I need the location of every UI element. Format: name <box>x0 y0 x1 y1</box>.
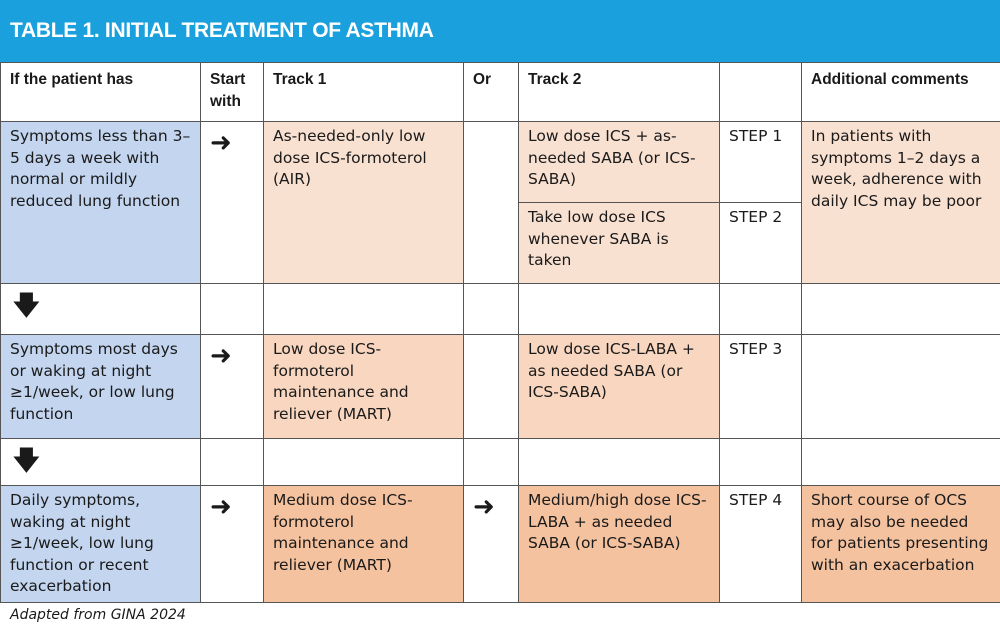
empty-cell <box>720 439 802 486</box>
divider-row-1 <box>1 284 1000 335</box>
header-start-with: Start with <box>201 63 264 122</box>
header-track-2: Track 2 <box>519 63 720 122</box>
step-cell-step2: STEP 2 <box>720 203 802 284</box>
down-arrow-icon: 🡇 <box>13 291 40 321</box>
comments-cell-moderate <box>802 335 1000 439</box>
empty-cell <box>802 284 1000 335</box>
patient-cell-severe: Daily symptoms, waking at night ≥1/week, low lung function or recent exacerbation <box>1 486 201 603</box>
empty-cell <box>264 284 464 335</box>
track2-cell-step2: Take low dose ICS whenever SABA is taken <box>519 203 720 284</box>
right-arrow-icon: ➜ <box>210 492 232 522</box>
source-caption: Adapted from GINA 2024 <box>10 607 186 623</box>
down-arrow-cell-1 <box>1 284 201 335</box>
empty-cell <box>519 284 720 335</box>
track1-cell-moderate: Low dose ICS-formoterol maintenance and reliever (MART) <box>264 335 464 439</box>
start-cell-mild <box>201 122 264 284</box>
track1-cell-mild: As-needed-only low dose ICS-formoterol (AIR) <box>264 122 464 284</box>
comments-cell-severe: Short course of OCS may also be needed for patients presenting with an exacerbation <box>802 486 1000 603</box>
table-row-moderate <box>1 335 1000 439</box>
header-row <box>1 63 1000 122</box>
header-step <box>720 63 802 122</box>
or-cell-severe <box>464 486 519 603</box>
step-cell-step4: STEP 4 <box>720 486 802 603</box>
or-cell-moderate <box>464 335 519 439</box>
header-additional-comments: Additional comments <box>802 63 1000 122</box>
empty-cell <box>802 439 1000 486</box>
divider-row-2 <box>1 439 1000 486</box>
down-arrow-cell-2 <box>1 439 201 486</box>
right-arrow-icon: ➜ <box>210 341 232 371</box>
empty-cell <box>264 439 464 486</box>
step-cell-step1: STEP 1 <box>720 122 802 203</box>
empty-cell <box>464 284 519 335</box>
patient-cell-mild: Symptoms less than 3–5 days a week with normal or mildly reduced lung function <box>1 122 201 284</box>
header-track-1: Track 1 <box>264 63 464 122</box>
table-row-severe <box>1 486 1000 603</box>
start-cell-moderate <box>201 335 264 439</box>
comments-cell-mild: In patients with symptoms 1–2 days a week, adherence with daily ICS may be poor <box>802 122 1000 284</box>
track2-cell-step1: Low dose ICS + as-needed SABA (or ICS-SABA) <box>519 122 720 203</box>
down-arrow-icon: 🡇 <box>13 446 40 476</box>
track2-cell-step3: Low dose ICS-LABA + as needed SABA (or ICS-SABA) <box>519 335 720 439</box>
track2-cell-step4: Medium/high dose ICS-LABA + as needed SABA (or ICS-SABA) <box>519 486 720 603</box>
empty-cell <box>201 284 264 335</box>
header-patient: If the patient has <box>1 63 201 122</box>
track1-cell-severe: Medium dose ICS-formoterol maintenance and reliever (MART) <box>264 486 464 603</box>
empty-cell <box>720 284 802 335</box>
right-arrow-icon: ➜ <box>473 492 495 522</box>
empty-cell <box>201 439 264 486</box>
asthma-treatment-table <box>0 62 1000 603</box>
start-cell-severe <box>201 486 264 603</box>
header-or: Or <box>464 63 519 122</box>
empty-cell <box>464 439 519 486</box>
empty-cell <box>519 439 720 486</box>
right-arrow-icon: ➜ <box>210 128 232 158</box>
step-cell-step3: STEP 3 <box>720 335 802 439</box>
table-title: TABLE 1. INITIAL TREATMENT OF ASTHMA <box>0 0 1000 62</box>
table-row-mild <box>1 122 1000 203</box>
patient-cell-moderate: Symptoms most days or waking at night ≥1/week, or low lung function <box>1 335 201 439</box>
or-cell-mild <box>464 122 519 284</box>
